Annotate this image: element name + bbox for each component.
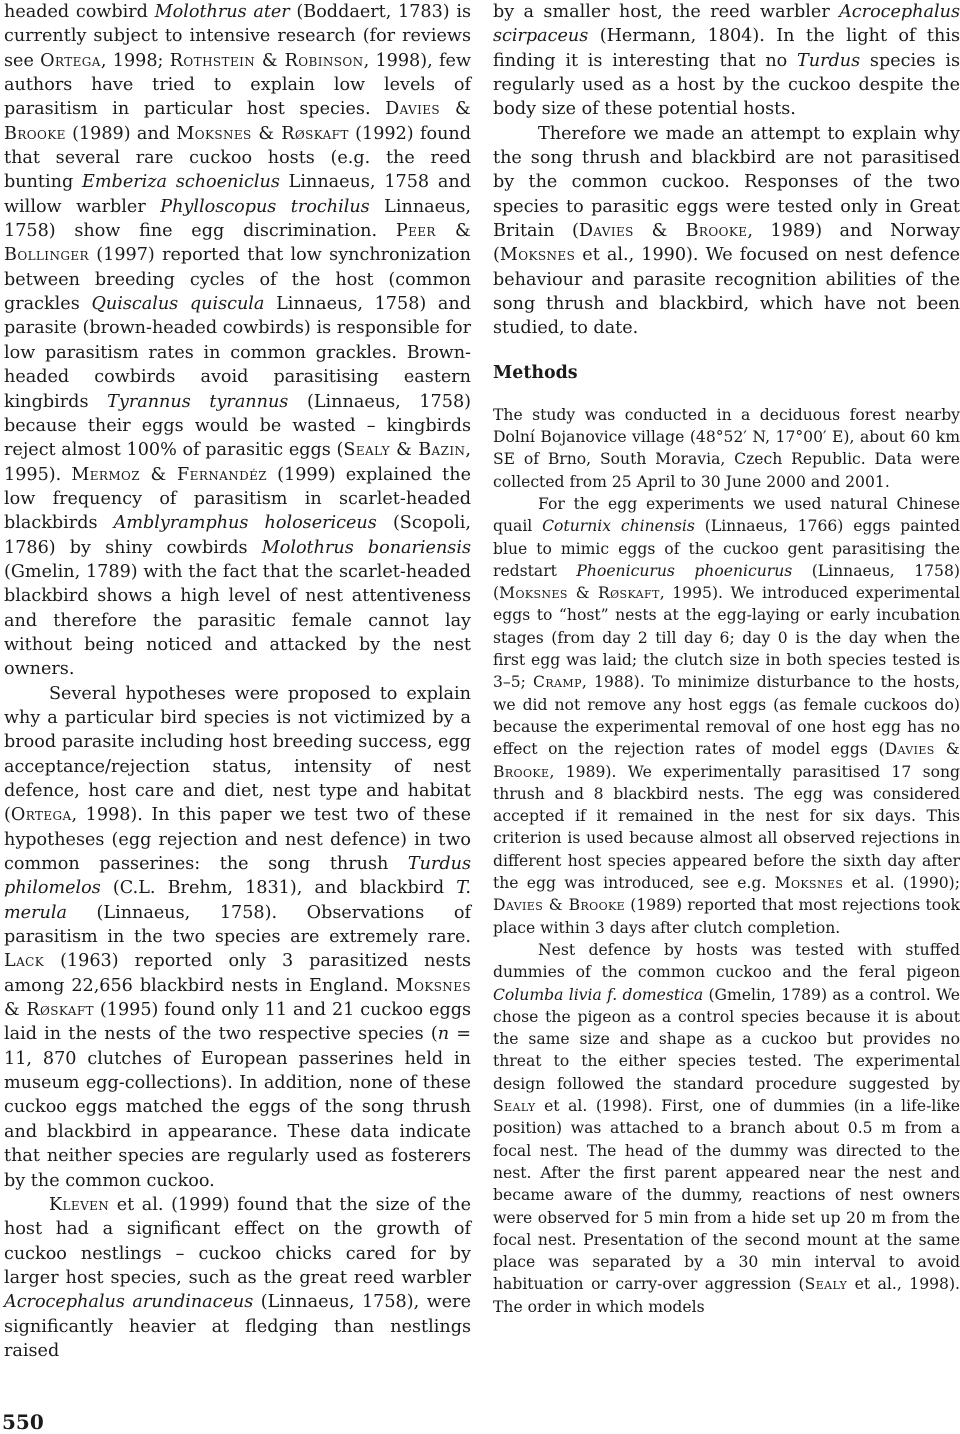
left-column (4, 0, 471, 1363)
species-name: Molothrus bonariensis (261, 537, 471, 558)
text-run: (Linnaeus, 1758). Observations of parasitism in the two species are extremely rare. (4, 902, 471, 948)
species-name: n (437, 1024, 450, 1045)
methods-paragraph (493, 493, 960, 939)
page-number: 550 (2, 1410, 44, 1434)
text-run: (1963) reported only 3 parasitized nests among 22,656 blackbird nests in England. (4, 951, 471, 996)
author-citation: Davies & Brooke (493, 896, 626, 915)
species-name: Phoenicurus phoenicurus (576, 561, 793, 580)
body-paragraph (4, 1193, 471, 1363)
text-run: Linnaeus, 1758) show fine egg discrimination. (4, 196, 472, 242)
section-heading-methods: Methods (493, 362, 578, 383)
author-citation: Lack (4, 951, 45, 972)
methods-paragraph (493, 404, 960, 493)
text-run: , 1989) and Norway ( (493, 221, 960, 266)
text-run: et al., 1998). The order in which models (493, 1275, 960, 1316)
author-citation: Moksnes (774, 874, 844, 893)
text-run: headed cowbird (4, 2, 155, 22)
species-name: Quiscalus quiscula (91, 294, 265, 315)
text-run: Nest defence by hosts was tested with stuffed dummies of the common cuckoo and the feral pigeon (493, 940, 960, 982)
text-run: , 1998). In this paper we test two of these hypotheses (egg rejection and nest defence) in two common passerines: the song thrush (4, 805, 471, 875)
text-run: (C.L. Brehm, 1831), and blackbird (100, 878, 457, 899)
text-run: (1989) and (65, 123, 177, 144)
methods-paragraph (493, 939, 960, 1318)
author-citation: Rothstein & Robinson (169, 50, 364, 71)
text-run: (1989) reported that most rejections took place within 3 days after clutch completion. (493, 896, 960, 937)
text-run: (1997) reported that low synchronization between breeding cycles of the host (common grackles (4, 245, 471, 315)
author-citation: Peer & Bollinger (4, 221, 472, 266)
text-run: et al., 1990). We focused on nest defence behaviour and parasite recognition abilities of the song thrush and blackbird, which have not been studied, to date. (493, 245, 960, 339)
text-run: , 1995). (4, 440, 471, 485)
text-run: (Gmelin, 1789) with the fact that the scarlet-headed blackbird shows a high level of nest attentiveness and therefore the parasitic female cannot lay without being noticed and attacked by the nest owners. (4, 561, 471, 680)
text-run: (Linnaeus, 1758), were significantly heavier at fledging than nestlings raised (4, 1292, 471, 1361)
author-citation: Kleven (49, 1194, 110, 1215)
text-run: , 1995). We introduced experimental eggs to “host” nests at the egg-laying or early incubation stages (from day 2 till day 6; day 0 is the day when the first egg was laid; the clutch size in both species tested is 3–5; (493, 584, 960, 692)
species-name: Turdus (797, 50, 861, 71)
text-run: (Gmelin, 1789) as a control. We chose the pigeon as a control species because it is about the same size and shape as a cuckoo but provides no threat to the either species tested. The experimental design followed the standard procedure suggested by (493, 985, 960, 1093)
author-citation: Cramp (533, 673, 582, 692)
species-name: Amblyramphus holosericeus (113, 513, 377, 534)
species-name: Coturnix chinensis (542, 517, 695, 536)
text-run: The study was conducted in a deciduous forest nearby Dolní Bojanovice village (48°52′ N, 17°00′ E), about 60 km SE of Brno, South Moravia, Czech Republic. Data were collected from 25 April to 30 June 2000 and 2001. (493, 405, 960, 491)
text-run: , 1998; (100, 50, 170, 71)
text-run: (Boddaert, 1783) is currently subject to intensive research (for reviews see (4, 2, 471, 71)
text-run: (Linnaeus, 1758) ( (493, 561, 960, 603)
text-run: by a smaller host, the reed warbler (493, 2, 840, 22)
species-name: Phylloscopus trochilus (160, 196, 370, 217)
text-run: , 1998), few authors have tried to explain low levels of parasitism in particular host species. (4, 50, 472, 120)
species-name: Columba livia f. domestica (493, 985, 704, 1004)
text-run: species is regularly used as a host by the cuckoo despite the body size of these potential hosts. (493, 50, 960, 120)
text-run: (Linnaeus, 1758) because their eggs would be wasted – kingbirds reject almost 100% of parasitic eggs ( (4, 391, 471, 461)
text-run: Therefore we made an attempt to explain why the song thrush and blackbird are not parasitised by the common cuckoo. Responses of the two species to parasitic eggs were tested only in Great Britain ( (493, 123, 960, 242)
text-run: et al. (1998). First, one of dummies (in a life-like position) was attached to a branch about 0.5 m from a focal nest. The head of the dummy was directed to the nest. After the first parent appeared near the nest and became aware of the dummy, reactions of nest owners were observed for 5 min from a hide set up 20 m from the focal nest. Presentation of the second mount at the same place was separated by a 30 min interval to avoid habituation or carry-over aggression ( (493, 1097, 960, 1294)
author-citation: Moksnes & Røskaft (176, 123, 349, 144)
text-run: (Scopoli, 1786) by shiny cowbirds (4, 513, 472, 558)
species-name: Acrocephalus scirpaceus (493, 2, 960, 47)
text-run: Linnaeus, 1758 and willow warbler (4, 172, 471, 217)
author-citation: Sealy (804, 1275, 848, 1294)
text-run: et al. (1990); (843, 874, 960, 893)
author-citation: Moksnes & Røskaft (499, 584, 660, 603)
species-name: Molothrus ater (154, 2, 290, 22)
species-name: Tyrannus tyrannus (107, 391, 289, 412)
author-citation: Ortega (10, 805, 72, 826)
text-run: (1999) explained the low frequency of parasitism in scarlet-headed blackbirds (4, 464, 471, 534)
species-name: Emberiza schoeniclus (82, 172, 280, 193)
text-run: (Hermann, 1804). In the light of this finding it is interesting that no (493, 26, 960, 71)
right-column (493, 0, 960, 1318)
text-run: et al. (1999) found that the size of the host had a significant effect on the growth of cuckoo nestlings – cuckoo chicks cared for by larger host species, such as the great reed warbler (4, 1194, 471, 1288)
author-citation: Sealy & Bazin (343, 440, 466, 461)
text-run: (1995) found only 11 and 21 cuckoo eggs laid in the nests of the two respective species ( (4, 1000, 472, 1045)
author-citation: Sealy (493, 1097, 536, 1116)
text-run: (1992) found that several rare cuckoo hosts (e.g. the reed bunting (4, 123, 471, 193)
body-paragraph (4, 0, 471, 682)
text-run: Linnaeus, 1758) and parasite (brown-headed cowbirds) is responsible for low parasitism rates in common grackles. Brown-headed cowbirds avoid parasitising eastern kingbirds (4, 294, 472, 412)
author-citation: Moksnes & Røskaft (4, 975, 471, 1021)
body-paragraph (493, 122, 960, 341)
text-run: For the egg experiments we used natural Chinese quail (493, 495, 960, 536)
text-run: , 1989). We experimentally parasitised 17 song thrush and 8 blackbird nests. The egg was considered accepted if it remained in the nest for six days. This criterion is used because almost all observed rejections in different host species appeared before the sixth day after the egg was introduced, see e.g. (493, 762, 960, 893)
author-citation: Davies & Brooke (4, 99, 471, 144)
author-citation: Moksnes (499, 245, 576, 266)
body-paragraph (493, 0, 960, 122)
species-name: T. merula (4, 878, 471, 923)
species-name: Turdus philomelos (4, 854, 471, 899)
text-run: , 1988). To minimize disturbance to the hosts, we did not remove any host eggs (as female cuckoos do) because the experimental removal of one host egg has no effect on the rejection rates of model eggs ( (493, 673, 960, 759)
author-citation: Ortega (40, 50, 101, 71)
author-citation: Davies & Brooke (493, 740, 960, 781)
text-run: Several hypotheses were proposed to explain why a particular bird species is not victimized by a brood parasite including host breeding success, egg acceptance/rejection status, intensity of nest defence, host care and diet, nest type and habitat ( (4, 683, 471, 826)
species-name: Acrocephalus arundinaceus (4, 1292, 254, 1313)
text-run: = 11, 870 clutches of European passerines held in museum egg-collections). In addition, none of these cuckoo eggs matched the eggs of the song thrush and blackbird in appearance. These data indicate that neither species are regularly used as fosterers by the common cuckoo. (4, 1024, 471, 1191)
body-paragraph (4, 682, 471, 1193)
author-citation: Davies & Brooke (578, 221, 748, 242)
text-run: (Linnaeus, 1766) eggs painted blue to mimic eggs of the cuckoo gent parasitising the redstart (493, 517, 960, 580)
author-citation: Mermoz & Fernandéz (71, 464, 268, 485)
